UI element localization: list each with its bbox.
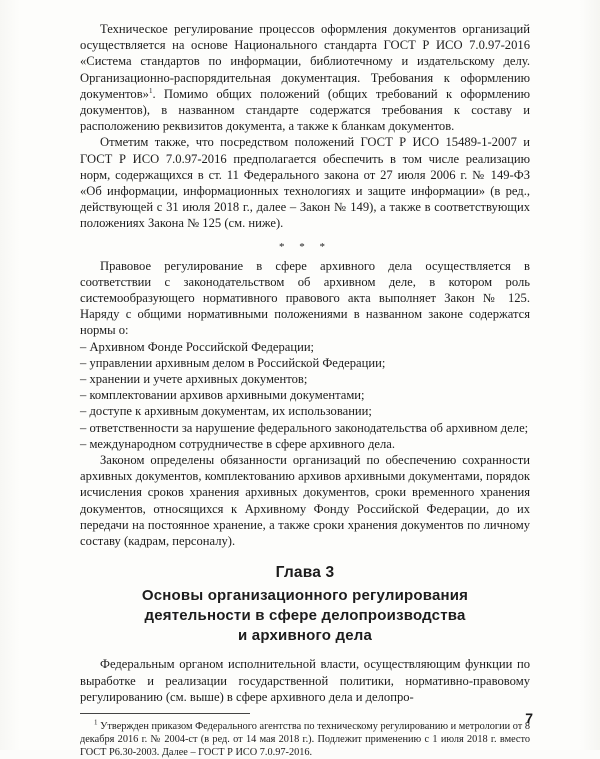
list-item: – управлении архивным делом в Российской Федерации; xyxy=(80,355,386,370)
footnote-text: Утвержден приказом Федерального агентства по техническому регулированию и метрологии от 8 декабря 2016 г. № 2004-ст (в ред. от 14 мая 2018 г.). Подлежит применению с 1 июля 2018 г. вместо ГОСТ Р6.30-2003. Далее – ГОСТ Р ИСО 7.0.97-2016. xyxy=(80,720,531,758)
chapter-heading xyxy=(80,563,530,646)
paragraph-5: Федеральным органом исполнительной власти, осуществляющим функции по выработке и реализации государственной политики, нормативно-правовому регулированию (см. выше) в сфере архивного дела и делопро- xyxy=(80,657,530,704)
paragraph-1-text: Техническое регулирование процессов оформления документов организаций осуществляется на основе Национального стандарта ГОСТ Р ИСО 7.0.97-2016 «Система стандартов по информации, библиотечному и издательскому делу. Организационно-распорядительная документация. Требования к оформлению документов» xyxy=(80,22,530,101)
chapter-title xyxy=(80,586,530,646)
chapter-title-line: и архивного дела xyxy=(237,627,373,645)
paragraph-2: Отметим также, что посредством положений ГОСТ Р ИСО 15489-1-2007 и ГОСТ Р ИСО 7.0.97-2016 предполагается обеспечить в том числе реализацию норм, содержащихся в ст. 11 Федерального закона от 27 июля 2006 г. № 149-ФЗ «Об информации, информационных технологиях и защите информации» (в ред., действующей с 31 июля 2018 г., далее – Закон № 149), а также в соответствующих положениях Закона № 125 (см. ниже). xyxy=(80,135,530,231)
footnote-mark: 1 xyxy=(94,718,98,727)
section-separator: * * * xyxy=(279,240,331,253)
footnote-divider xyxy=(80,713,250,714)
page-number: 7 xyxy=(525,710,533,726)
list-item: – хранении и учете архивных документов; xyxy=(80,372,308,387)
footnote-line xyxy=(80,720,530,759)
paragraph-1 xyxy=(80,21,530,134)
list-item: – Архивном Фонде Российской Федерации; xyxy=(80,339,315,354)
list-item: – ответственности за нарушение федерального законодательства об архивном деле; xyxy=(80,420,529,435)
footnote xyxy=(80,720,530,759)
norms-list xyxy=(80,339,530,452)
chapter-title-line: Основы организационного регулирования xyxy=(141,587,469,605)
paragraph-4: Законом определены обязанности организаций по обеспечению сохранности архивных документов, комплектованию архивов архивными документами, порядок исчисления сроков хранения архивных документов, сроки временного хранения документов, относящихся к Архивному Фонду Российской Федерации, до их передачи на постоянное хранение, а также сроки хранения документов по личному составу (кадрам, персоналу). xyxy=(80,453,530,549)
paragraph-3: Правовое регулирование в сфере архивного дела осуществляется в соответствии с законодательством об архивном деле, в котором роль системообразующего нормативного правового акта выполняет Закон № 125. Наряду с общими нормативными положениями в названном законе содержатся нормы о: xyxy=(80,258,530,338)
list-item: – комплектовании архивов архивными документами; xyxy=(80,388,365,403)
body-text xyxy=(80,21,530,759)
list-item: – международном сотрудничестве в сфере архивного дела. xyxy=(80,436,395,451)
chapter-number: Глава 3 xyxy=(275,564,335,582)
footnote-ref: 1 xyxy=(148,86,153,95)
chapter-title-line: деятельности в сфере делопроизводства xyxy=(144,607,466,625)
list-item: – доступе к архивным документам, их использовании; xyxy=(80,404,372,419)
paragraph-1-tail: . Помимо общих положений (общих требований к оформлению документов), в названном стандарте содержатся требования к составу и расположению реквизитов документа, а также к бланкам документов. xyxy=(80,86,530,134)
